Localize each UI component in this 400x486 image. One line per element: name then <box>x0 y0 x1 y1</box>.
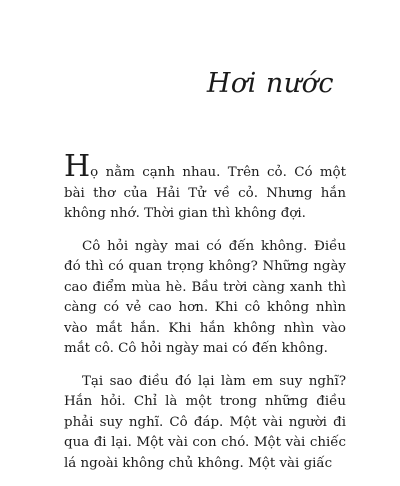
paragraph-3: Tại sao điều đó lại làm em suy nghĩ? Hắn hỏi. Chỉ là một trong những điều phải suy nghĩ. Cô đáp. Một vài người đi qua đi lại. Một vài con chó. Một vài chiếc lá ngoài không chủ không. Một vài giấc <box>64 373 346 471</box>
paragraph-2: Cô hỏi ngày mai có đến không. Điều đó thì có quan trọng không? Những ngày cao điểm mùa hè. Bầu trời càng xanh thì càng có vẻ cao hơn. Khi cô không nhìn vào mắt hắn. Khi hắn không nhìn vào mắt cô. Cô hỏi ngày mai có đến không. <box>64 238 346 356</box>
chapter-body <box>64 149 346 486</box>
paragraph-1-text: ọ nằm cạnh nhau. Trên cỏ. Có một bài thơ của Hải Tử về cỏ. Nhưng hắn không nhớ. Thời gian thì không đợi. <box>64 165 346 221</box>
chapter-title: Hơi nước <box>206 68 334 99</box>
paragraph-1 <box>64 149 346 225</box>
drop-cap: H <box>64 149 91 184</box>
